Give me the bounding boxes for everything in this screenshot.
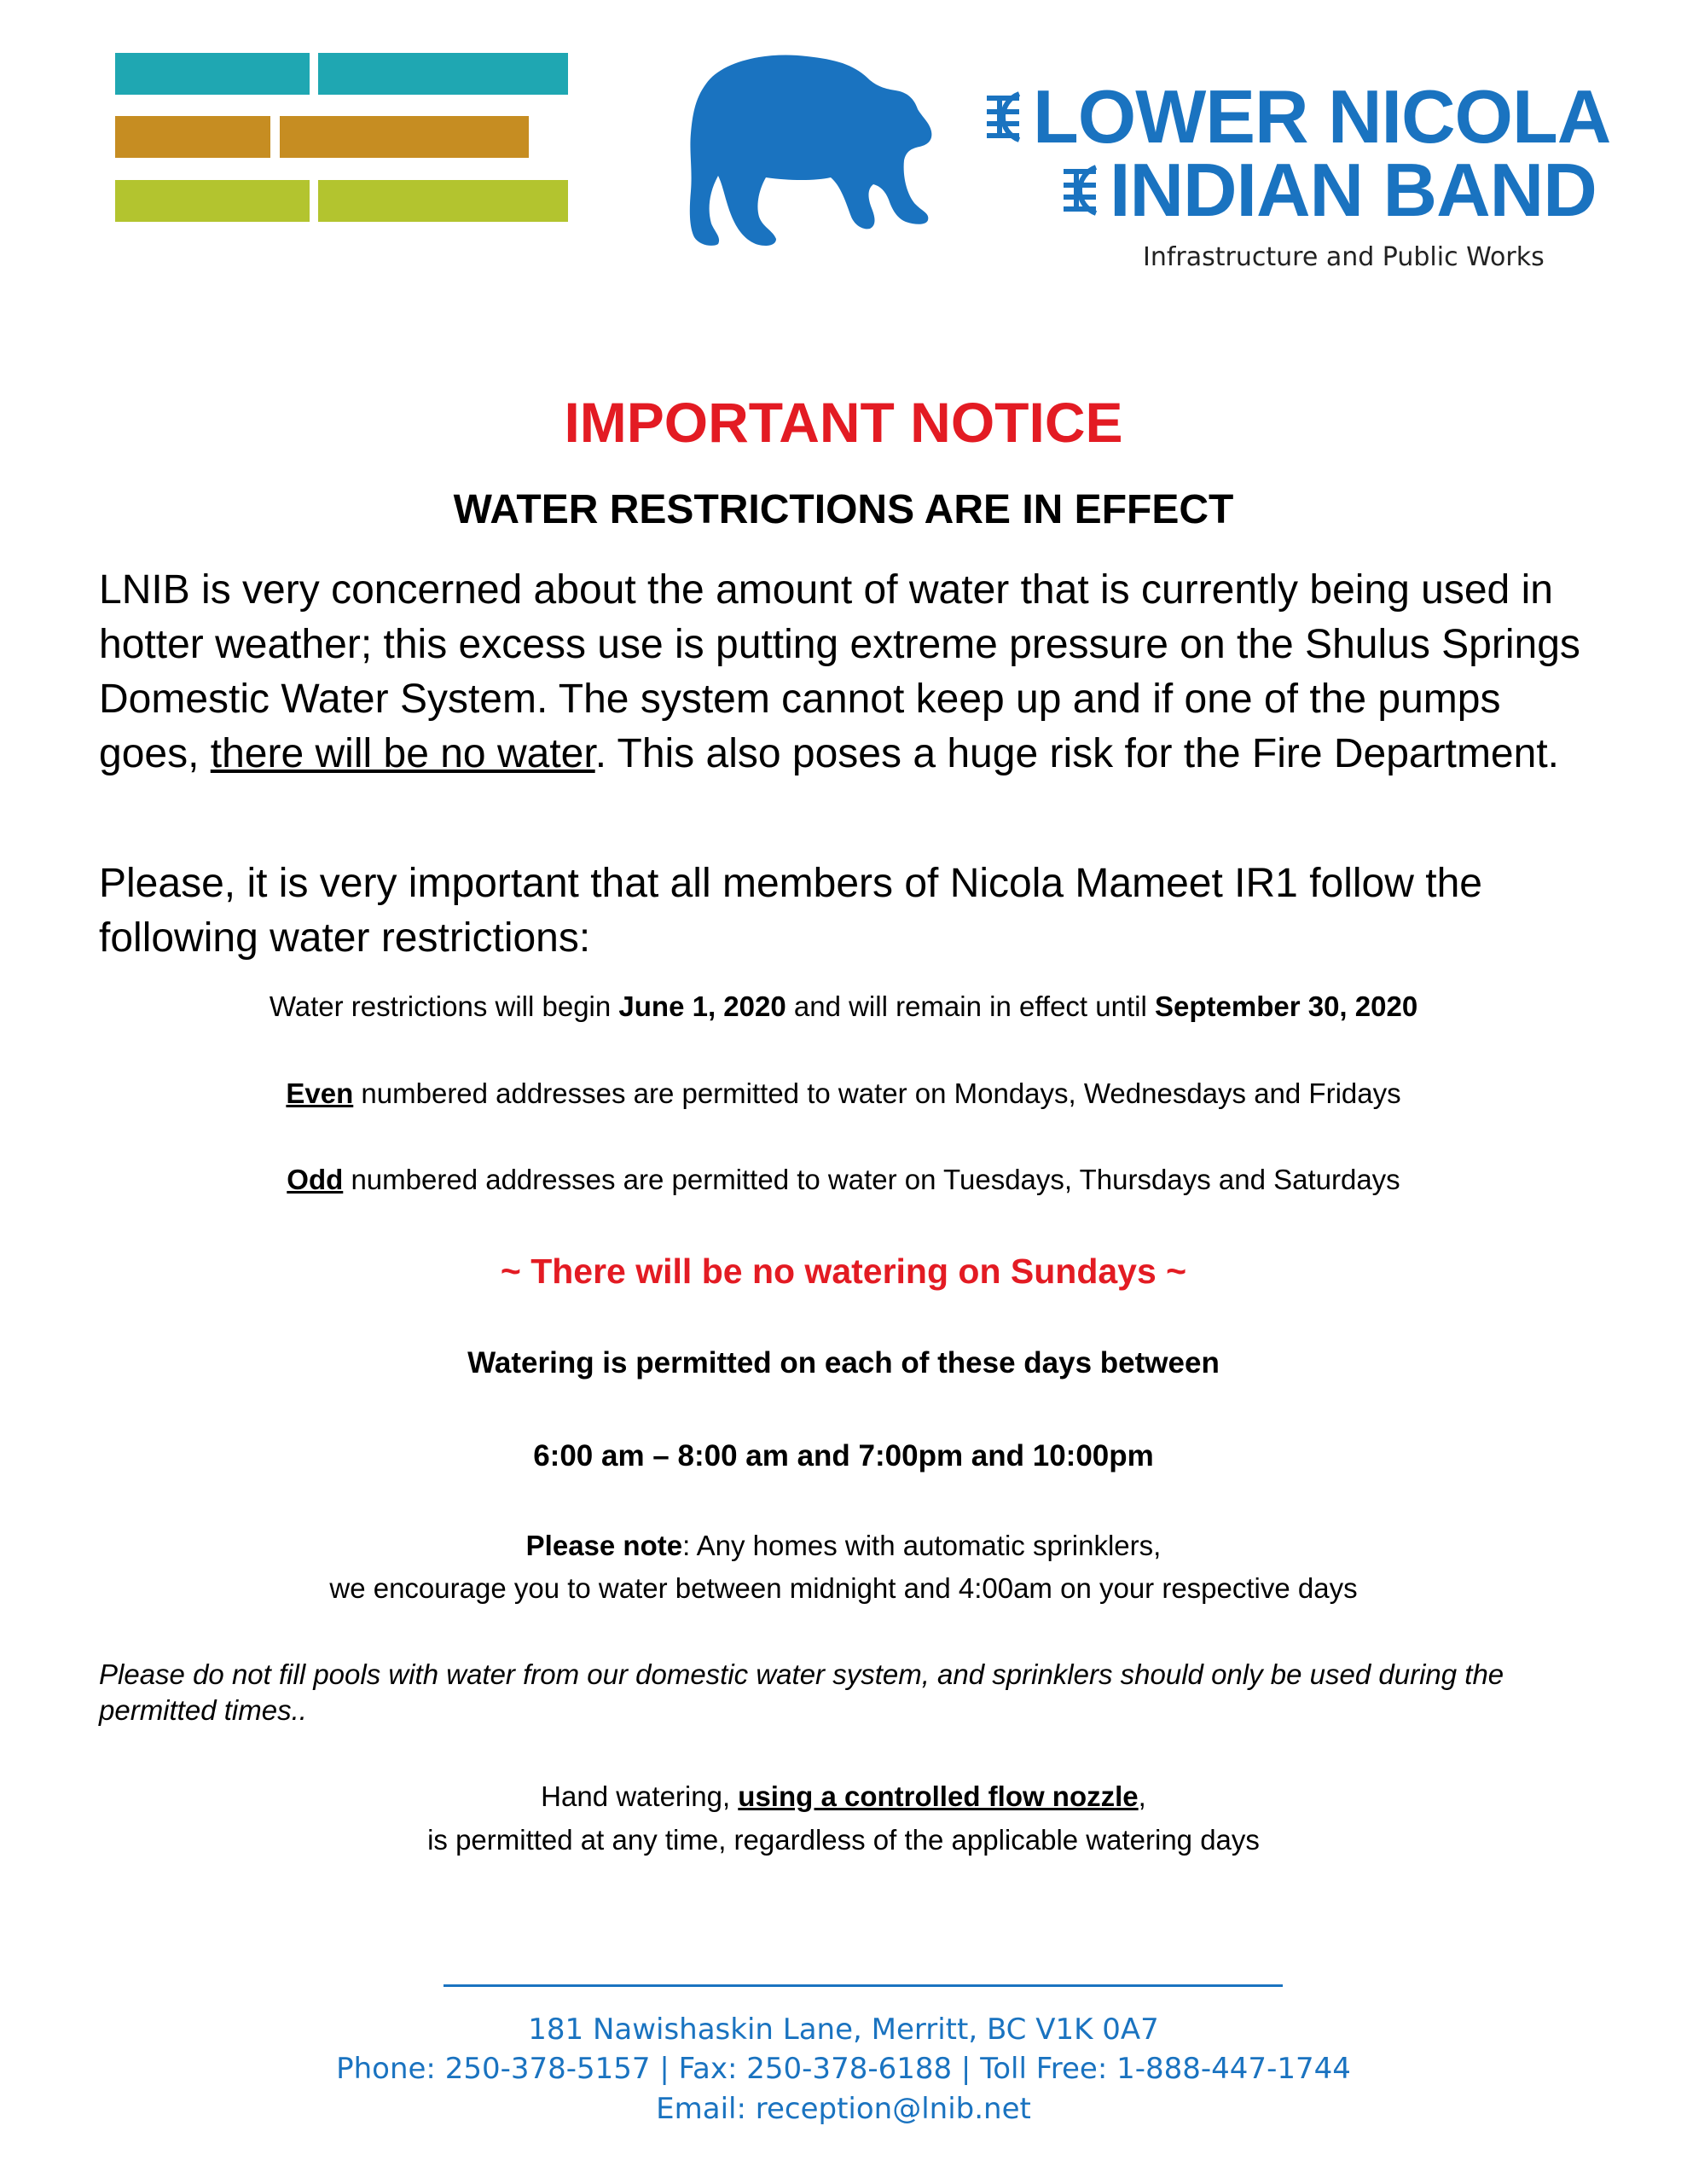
bear-logo-icon: [687, 49, 933, 247]
hand-suffix: ,: [1138, 1780, 1146, 1812]
teal-stripe-left: [115, 53, 310, 95]
no-sunday-watering: ~ There will be no watering on Sundays ~: [500, 1252, 1187, 1291]
footer-phones: Phone: 250-378-5157 | Fax: 250-378-6188 | Toll Free: 1-888-447-1744: [336, 2052, 1351, 2086]
org-name-line1: [968, 74, 1650, 159]
ochre-stripe-left: [115, 116, 270, 158]
end-date: September 30, 2020: [1154, 990, 1418, 1022]
half-circle-mark-icon: [968, 90, 1026, 143]
even-label: Even: [286, 1077, 354, 1109]
org-name-line2: [1045, 148, 1687, 232]
hand-prefix: Hand watering,: [541, 1780, 739, 1812]
footer-email: Email: reception@lnib.net: [656, 2092, 1031, 2126]
concern-text-b: . This also poses a huge risk for the Fire Department.: [594, 731, 1559, 776]
half-circle-mark-icon: [1045, 164, 1103, 217]
odd-address-rule: [0, 1161, 1687, 1199]
odd-label: Odd: [287, 1164, 344, 1195]
footer-divider: [443, 1984, 1283, 1987]
notice-title: IMPORTANT NOTICE: [564, 391, 1123, 454]
request-paragraph: Please, it is very important that all members of Nicola Mameet IR1 follow the following water restrictions:: [99, 861, 1482, 961]
org-name-line1-text: LOWER NICOLA: [1033, 74, 1611, 159]
dates-middle: and will remain in effect until: [786, 990, 1155, 1022]
permitted-hours-intro: Watering is permitted on each of these days between: [467, 1346, 1220, 1380]
dates-prefix: Water restrictions will begin: [269, 990, 619, 1022]
odd-text: numbered addresses are permitted to water on Tuesdays, Thursdays and Saturdays: [343, 1164, 1400, 1195]
hand-watering-line1: [0, 1778, 1687, 1815]
even-address-rule: [0, 1075, 1687, 1112]
restriction-dates: [0, 988, 1687, 1025]
note-label: Please note: [525, 1530, 683, 1561]
notice-subtitle: WATER RESTRICTIONS ARE IN EFFECT: [453, 487, 1234, 532]
even-text: numbered addresses are permitted to water on Mondays, Wednesdays and Fridays: [353, 1077, 1401, 1109]
concern-text-a: LNIB is very concerned about the amount of water that is currently being used in hotter weather; this excess use is putting extreme pressure on the Shulus Springs Domestic Water System. The system cannot keep up and if one of the pumps goes,: [99, 567, 1580, 776]
lime-stripe-left: [115, 180, 310, 222]
pool-warning: Please do not fill pools with water from our domestic water system, and sprinklers should only be used during the permitted times..: [99, 1658, 1504, 1726]
teal-stripe-right: [318, 53, 568, 95]
start-date: June 1, 2020: [618, 990, 786, 1022]
ochre-stripe-right: [280, 116, 529, 158]
hand-watering-line2: is permitted at any time, regardless of the applicable watering days: [427, 1824, 1260, 1856]
sprinkler-note-line1: [0, 1527, 1687, 1565]
concern-paragraph: [99, 563, 1600, 781]
department-name: Infrastructure and Public Works: [1143, 242, 1545, 272]
note-text1: : Any homes with automatic sprinklers,: [682, 1530, 1162, 1561]
lime-stripe-right: [318, 180, 568, 222]
sprinkler-note-line2: we encourage you to water between midnight and 4:00am on your respective days: [329, 1572, 1358, 1604]
org-name-line2-text: INDIAN BAND: [1110, 148, 1597, 232]
nozzle-requirement: using a controlled flow nozzle: [738, 1780, 1139, 1812]
no-water-warning: there will be no water: [210, 731, 595, 776]
footer-address: 181 Nawishaskin Lane, Merritt, BC V1K 0A7: [528, 2013, 1159, 2047]
permitted-hours: 6:00 am – 8:00 am and 7:00pm and 10:00pm: [533, 1439, 1154, 1472]
